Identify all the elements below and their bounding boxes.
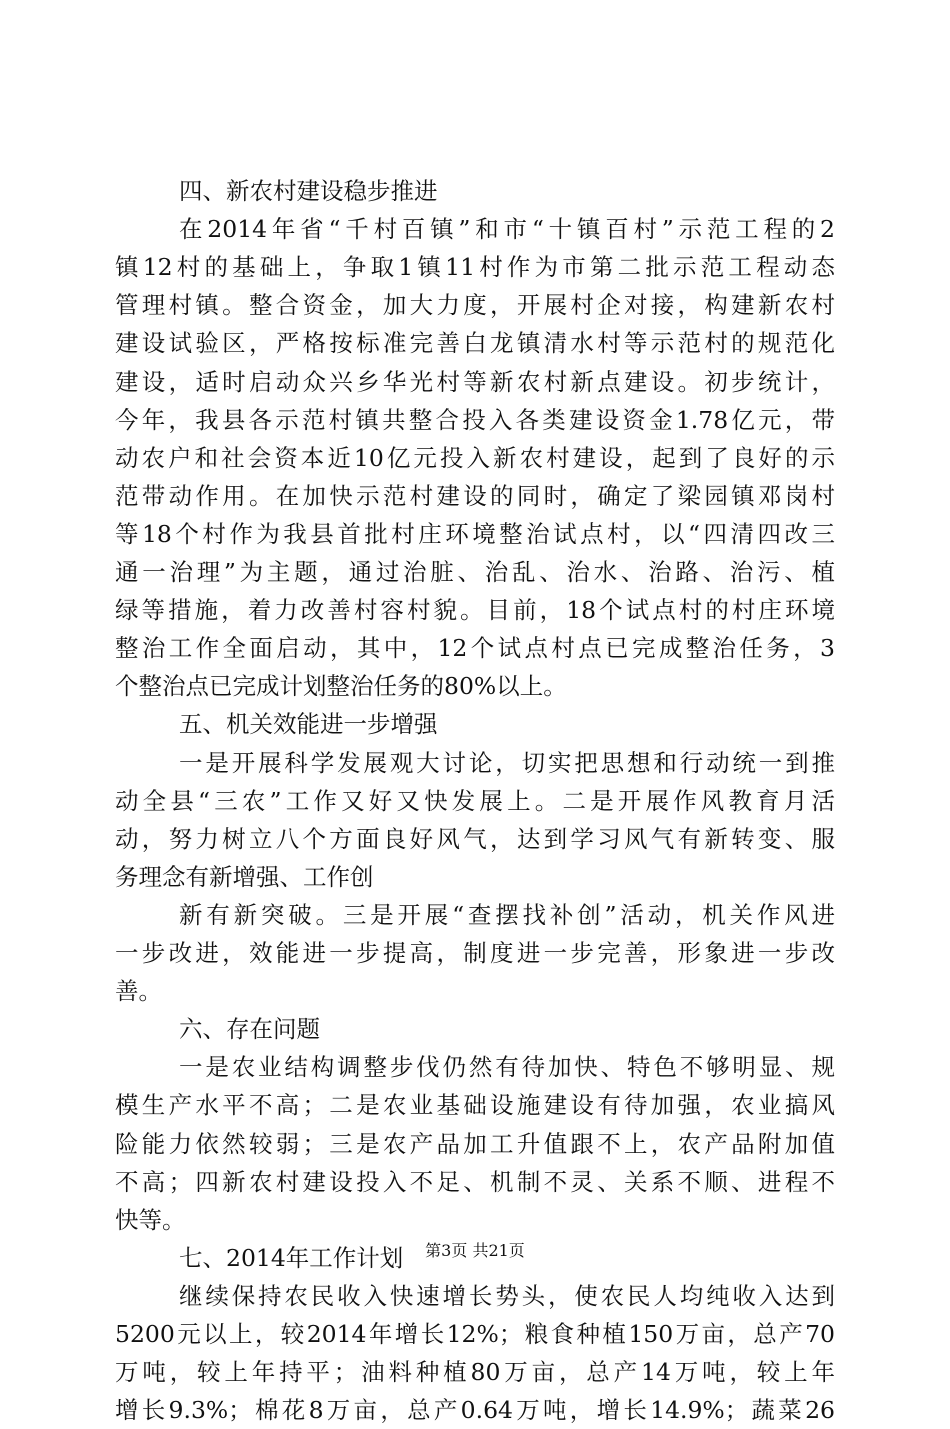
text-line: 不高；四新农村建设投入不足、机制不灵、关系不顺、进程不 xyxy=(115,1167,835,1196)
text-line: 善。 xyxy=(115,977,162,1006)
text-line: 在2014年省“千村百镇”和市“十镇百村”示范工程的2 xyxy=(179,215,835,244)
text-line: 5200元以上，较2014年增长12%；粮食种植150万亩，总产70 xyxy=(115,1320,835,1348)
text-line: 一步改进，效能进一步提高，制度进一步完善，形象进一步改 xyxy=(115,939,835,967)
text-line: 等18个村作为我县首批村庄环境整治试点村，以“四清四改三 xyxy=(115,519,835,548)
text-line: 动，努力树立八个方面良好风气，达到学习风气有新转变、服 xyxy=(115,824,835,853)
text-line: 镇12村的基础上，争取1镇11村作为市第二批示范工程动态 xyxy=(115,253,835,282)
text-line: 绿等措施，着力改善村容村貌。目前，18个试点村的村庄环境 xyxy=(115,596,835,625)
page-footer xyxy=(0,1239,950,1263)
text-line: 通一治理”为主题，通过治脏、治乱、治水、治路、治污、植 xyxy=(115,558,835,586)
page-number-label: 第3页 共21页 xyxy=(425,1241,525,1260)
text-line: 继续保持农民收入快速增长势头，使农民人均纯收入达到 xyxy=(179,1281,835,1310)
text-line: 一是农业结构调整步伐仍然有待加快、特色不够明显、规 xyxy=(179,1053,835,1082)
text-line: 模生产水平不高；二是农业基础设施建设有待加强，农业搞风 xyxy=(115,1091,835,1120)
text-line: 七、2014年工作计划 xyxy=(179,1243,404,1272)
text-line: 动农户和社会资本近10亿元投入新农村建设，起到了良好的示 xyxy=(115,443,835,472)
text-line: 万吨，较上年持平；油料种植80万亩，总产14万吨，较上年 xyxy=(115,1358,835,1387)
text-line: 建设试验区，严格按标准完善白龙镇清水村等示范村的规范化 xyxy=(115,329,835,358)
text-line: 四、新农村建设稳步推进 xyxy=(179,177,438,205)
text-line: 今年，我县各示范村镇共整合投入各类建设资金1.78亿元，带 xyxy=(115,405,835,434)
text-line: 管理村镇。整合资金，加大力度，开展村企对接，构建新农村 xyxy=(115,291,835,320)
text-line: 范带动作用。在加快示范村建设的同时，确定了梁园镇邓岗村 xyxy=(115,481,835,510)
text-line: 六、存在问题 xyxy=(179,1015,320,1044)
text-line: 务理念有新增强、工作创 xyxy=(115,862,374,891)
text-line: 建设，适时启动众兴乡华光村等新农村新点建设。初步统计， xyxy=(115,367,835,396)
text-line: 一是开展科学发展观大讨论，切实把思想和行动统一到推 xyxy=(179,748,835,777)
text-line: 新有新突破。三是开展“查摆找补创”活动，机关作风进 xyxy=(179,900,835,929)
text-line: 快等。 xyxy=(115,1205,186,1234)
text-line: 整治工作全面启动，其中，12个试点村点已完成整治任务，3 xyxy=(115,634,835,663)
text-line: 增长9.3%；棉花8万亩，总产0.64万吨，增长14.9%；蔬菜26 xyxy=(115,1396,835,1425)
text-line: 险能力依然较弱；三是农产品加工升值跟不上，农产品附加值 xyxy=(115,1129,835,1158)
text-line: 个整治点已完成计划整治任务的80%以上。 xyxy=(115,672,567,701)
text-line: 动全县“三农”工作又好又快发展上。二是开展作风教育月活 xyxy=(115,786,835,815)
text-line: 五、机关效能进一步增强 xyxy=(179,710,438,739)
